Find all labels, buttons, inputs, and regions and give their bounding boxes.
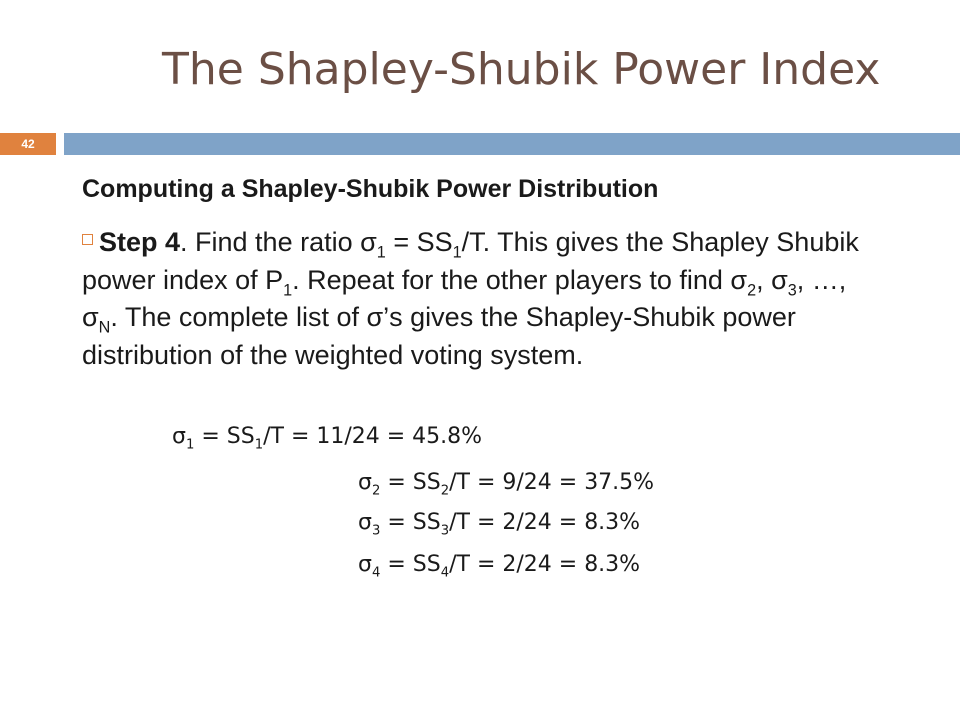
- equation-sigma-1: [172, 424, 483, 453]
- equation-text: = SS: [380, 470, 441, 495]
- step-label: Step 4: [99, 227, 181, 257]
- subscript: 1: [283, 280, 293, 299]
- subscript: 3: [787, 280, 797, 299]
- slide-title: The Shapley-Shubik Power Index: [162, 44, 881, 95]
- subscript: 4: [371, 565, 381, 581]
- sigma-symbol: σ: [358, 470, 372, 495]
- equation-text: /T = 2/24 = 8.3%: [449, 552, 641, 577]
- subheading: Computing a Shapley-Shubik Power Distribution: [82, 175, 659, 203]
- equation-sigma-4: [358, 552, 641, 581]
- header-bar: [64, 133, 960, 155]
- subscript: 4: [440, 565, 450, 581]
- sigma-symbol: σ: [358, 510, 372, 535]
- step-text: . The complete list of σ’s gives the Shapley-Shubik power distribution of the weighted voting system.: [82, 302, 796, 370]
- subscript: 2: [440, 483, 450, 499]
- subscript: 1: [452, 243, 462, 262]
- step-text: /T. This gives the Shapley Shubik power index of P: [82, 227, 859, 295]
- equation-sigma-3: [358, 510, 641, 539]
- equation-text: /T = 11/24 = 45.8%: [263, 424, 483, 449]
- subscript: 1: [185, 437, 195, 453]
- subscript: 3: [440, 523, 450, 539]
- sigma-symbol: σ: [358, 552, 372, 577]
- step-text: . Repeat for the other players to find σ: [292, 264, 748, 295]
- subscript: 3: [371, 523, 381, 539]
- subscript: 1: [254, 437, 264, 453]
- equation-text: = SS: [380, 552, 441, 577]
- step-text: , …, σ: [82, 264, 847, 332]
- equation-text: /T = 9/24 = 37.5%: [449, 470, 655, 495]
- step-text: , σ: [756, 264, 788, 295]
- step-text: . Find the ratio σ: [180, 227, 377, 257]
- sigma-symbol: σ: [172, 424, 186, 449]
- equation-text: = SS: [194, 424, 255, 449]
- subscript: 2: [371, 483, 381, 499]
- equation-text: = SS: [380, 510, 441, 535]
- step-text: = SS: [385, 227, 453, 257]
- step-paragraph: [82, 224, 882, 374]
- square-bullet-icon: [82, 234, 93, 245]
- equation-sigma-2: [358, 470, 655, 499]
- subscript: N: [98, 318, 111, 337]
- subscript: 1: [376, 243, 386, 262]
- subscript: 2: [747, 280, 757, 299]
- equation-text: /T = 2/24 = 8.3%: [449, 510, 641, 535]
- slide-number: 42: [0, 133, 56, 155]
